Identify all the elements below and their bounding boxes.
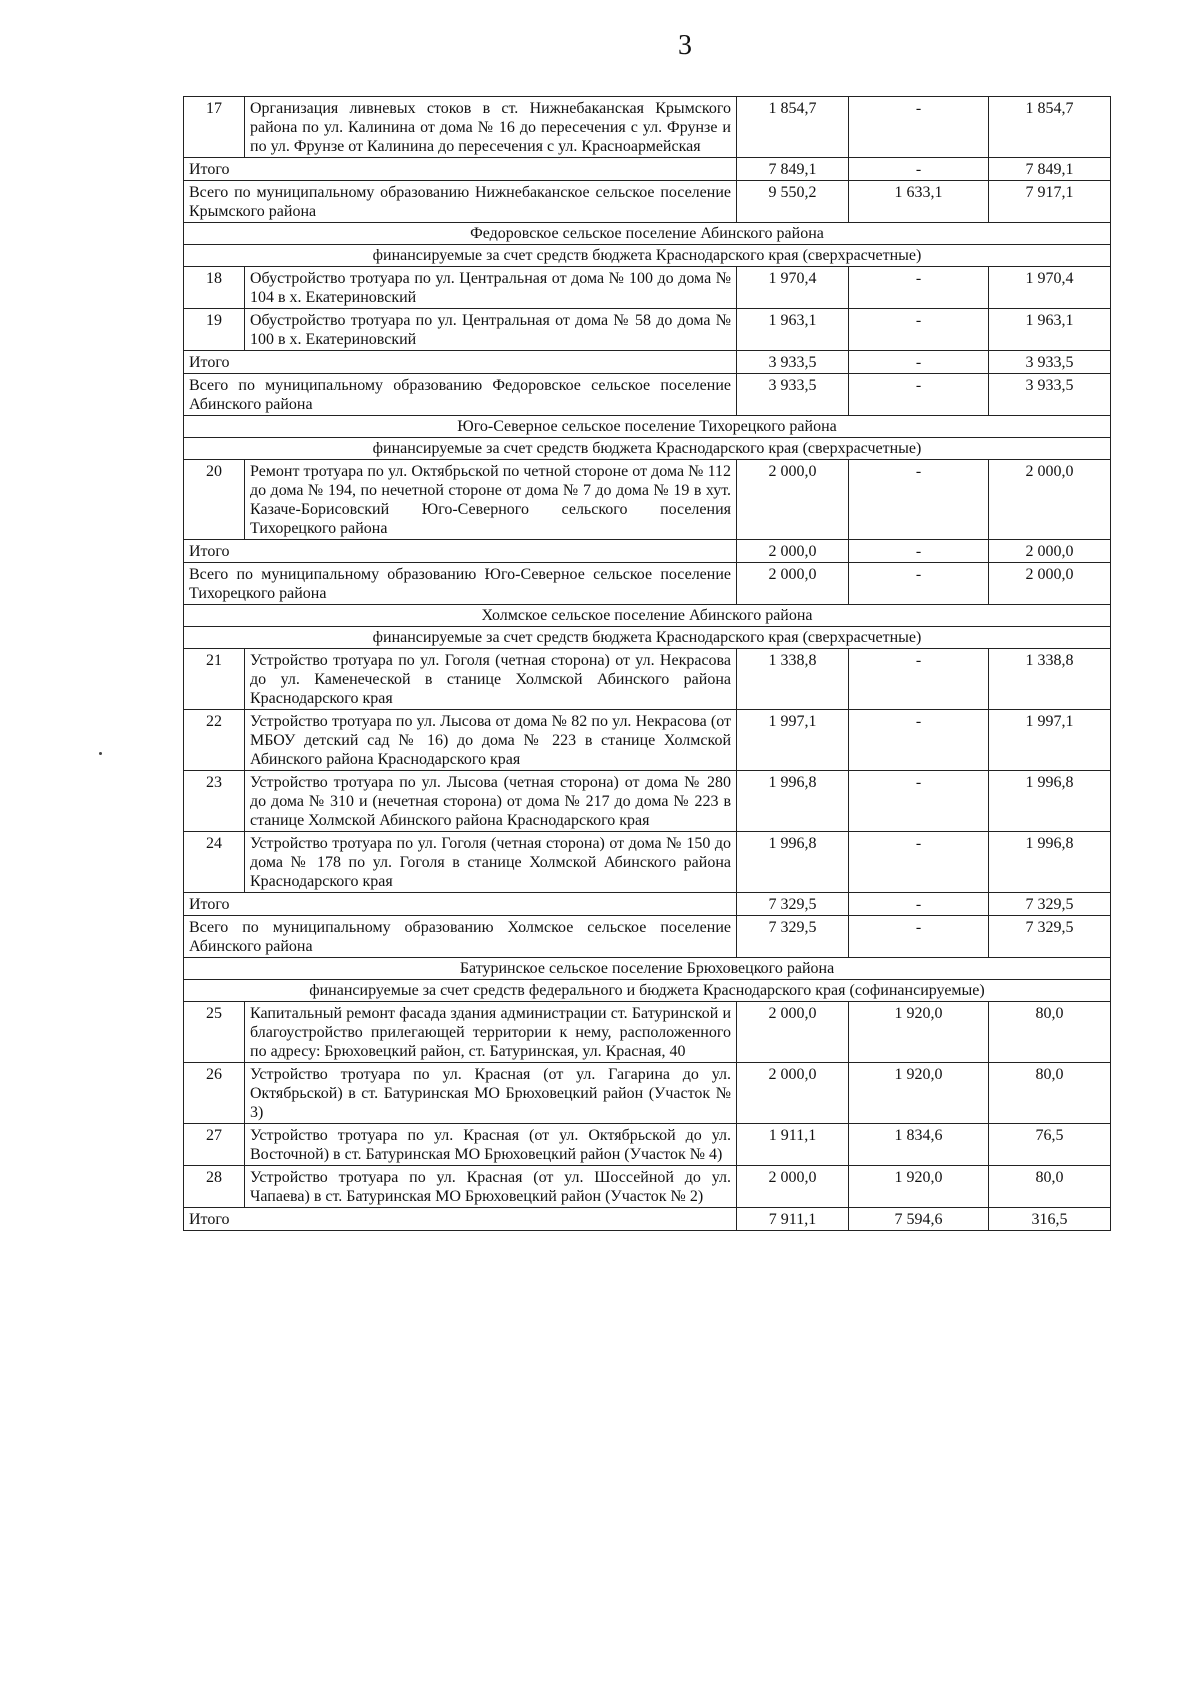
amount-federal: 1 633,1 — [849, 181, 989, 223]
amount-regional: 3 933,5 — [989, 351, 1111, 374]
amount-regional: 7 329,5 — [989, 893, 1111, 916]
subtotal-label: Итого — [184, 351, 737, 374]
table-row — [184, 460, 1111, 540]
section-header-row — [184, 416, 1111, 438]
item-description: Организация ливневых стоков в ст. Нижнебаканская Крымского района по ул. Калинина от дома № 16 до пересечения с ул. Фрунзе и по ул. Фрунзе от Калинина до пересечения с ул. Красноармейская — [245, 97, 737, 158]
table-row — [184, 832, 1111, 893]
amount-total: 7 329,5 — [737, 893, 849, 916]
item-description: Обустройство тротуара по ул. Центральная от дома № 58 до дома № 100 в х. Екатериновский — [245, 309, 737, 351]
amount-total: 2 000,0 — [737, 540, 849, 563]
amount-federal: - — [849, 97, 989, 158]
subtotal-row — [184, 540, 1111, 563]
table-row — [184, 710, 1111, 771]
amount-federal: - — [849, 309, 989, 351]
amount-total: 3 933,5 — [737, 351, 849, 374]
grand-total-row — [184, 916, 1111, 958]
item-number: 27 — [184, 1124, 245, 1166]
amount-total: 3 933,5 — [737, 374, 849, 416]
section-title: финансируемые за счет средств бюджета Краснодарского края (сверхрасчетные) — [184, 438, 1111, 460]
amount-federal: 1 920,0 — [849, 1063, 989, 1124]
grand-total-row — [184, 563, 1111, 605]
amount-regional: 7 849,1 — [989, 158, 1111, 181]
section-title: финансируемые за счет средств бюджета Краснодарского края (сверхрасчетные) — [184, 245, 1111, 267]
table-row — [184, 1002, 1111, 1063]
section-header-row — [184, 980, 1111, 1002]
table-row — [184, 649, 1111, 710]
grand-total-label: Всего по муниципальному образованию Федоровское сельское поселение Абинского района — [184, 374, 737, 416]
amount-total: 2 000,0 — [737, 563, 849, 605]
item-description: Устройство тротуара по ул. Гоголя (четная сторона) от дома № 150 до дома № 178 по ул. Гоголя в станице Холмской Абинского района Краснодарского края — [245, 832, 737, 893]
amount-regional: 80,0 — [989, 1166, 1111, 1208]
amount-federal: - — [849, 563, 989, 605]
amount-regional: 3 933,5 — [989, 374, 1111, 416]
item-number: 22 — [184, 710, 245, 771]
amount-federal: - — [849, 540, 989, 563]
amount-total: 7 329,5 — [737, 916, 849, 958]
amount-regional: 2 000,0 — [989, 563, 1111, 605]
amount-federal: 7 594,6 — [849, 1208, 989, 1231]
amount-total: 1 963,1 — [737, 309, 849, 351]
amount-federal: 1 920,0 — [849, 1166, 989, 1208]
subtotal-label: Итого — [184, 893, 737, 916]
amount-federal: - — [849, 893, 989, 916]
table-row — [184, 1063, 1111, 1124]
amount-regional: 7 329,5 — [989, 916, 1111, 958]
subtotal-label: Итого — [184, 540, 737, 563]
amount-total: 2 000,0 — [737, 1166, 849, 1208]
grand-total-label: Всего по муниципальному образованию Юго-Северное сельское поселение Тихорецкого района — [184, 563, 737, 605]
table-row — [184, 1124, 1111, 1166]
table-row — [184, 309, 1111, 351]
amount-regional: 316,5 — [989, 1208, 1111, 1231]
item-number: 21 — [184, 649, 245, 710]
amount-total: 7 849,1 — [737, 158, 849, 181]
section-header-row — [184, 627, 1111, 649]
item-number: 19 — [184, 309, 245, 351]
grand-total-row — [184, 374, 1111, 416]
item-number: 28 — [184, 1166, 245, 1208]
amount-regional: 1 996,8 — [989, 771, 1111, 832]
grand-total-row — [184, 181, 1111, 223]
subtotal-row — [184, 893, 1111, 916]
subtotal-label: Итого — [184, 1208, 737, 1231]
amount-federal: - — [849, 710, 989, 771]
amount-federal: 1 920,0 — [849, 1002, 989, 1063]
amount-regional: 2 000,0 — [989, 540, 1111, 563]
amount-federal: - — [849, 460, 989, 540]
amount-total: 2 000,0 — [737, 1063, 849, 1124]
subtotal-row — [184, 351, 1111, 374]
table-row — [184, 771, 1111, 832]
item-description: Устройство тротуара по ул. Красная (от ул. Шоссейной до ул. Чапаева) в ст. Батуринская МО Брюховецкий район (Участок № 2) — [245, 1166, 737, 1208]
amount-regional: 1 996,8 — [989, 832, 1111, 893]
section-title: Холмское сельское поселение Абинского района — [184, 605, 1111, 627]
amount-federal: - — [849, 351, 989, 374]
item-description: Устройство тротуара по ул. Красная (от ул. Гагарина до ул. Октябрьской) в ст. Батуринская МО Брюховецкий район (Участок № 3) — [245, 1063, 737, 1124]
amount-total: 1 996,8 — [737, 832, 849, 893]
item-number: 18 — [184, 267, 245, 309]
item-number: 26 — [184, 1063, 245, 1124]
item-description: Устройство тротуара по ул. Лысова от дома № 82 по ул. Некрасова (от МБОУ детский сад № 16) до дома № 223 в станице Холмской Абинского района Краснодарского края — [245, 710, 737, 771]
scan-speck — [99, 752, 102, 755]
section-header-row — [184, 223, 1111, 245]
amount-federal: - — [849, 267, 989, 309]
table-row — [184, 267, 1111, 309]
item-number: 25 — [184, 1002, 245, 1063]
item-description: Ремонт тротуара по ул. Октябрьской по четной стороне от дома № 112 до дома № 194, по нечетной стороне от дома № 7 до дома № 19 в хут. Казаче-Борисовский Юго-Северного сельского поселения Тихорецкого района — [245, 460, 737, 540]
amount-regional: 2 000,0 — [989, 460, 1111, 540]
amount-total: 1 911,1 — [737, 1124, 849, 1166]
section-header-row — [184, 245, 1111, 267]
amount-regional: 1 997,1 — [989, 710, 1111, 771]
section-header-row — [184, 958, 1111, 980]
amount-total: 7 911,1 — [737, 1208, 849, 1231]
section-header-row — [184, 605, 1111, 627]
subtotal-label: Итого — [184, 158, 737, 181]
item-number: 17 — [184, 97, 245, 158]
amount-regional: 1 970,4 — [989, 267, 1111, 309]
amount-regional: 7 917,1 — [989, 181, 1111, 223]
item-number: 20 — [184, 460, 245, 540]
table-row — [184, 97, 1111, 158]
amount-federal: 1 834,6 — [849, 1124, 989, 1166]
amount-total: 9 550,2 — [737, 181, 849, 223]
amount-federal: - — [849, 158, 989, 181]
budget-table — [183, 96, 1111, 1231]
amount-total: 2 000,0 — [737, 1002, 849, 1063]
item-description: Устройство тротуара по ул. Лысова (четная сторона) от дома № 280 до дома № 310 и (нечетная сторона) от дома № 217 до дома № 223 в станице Холмской Абинского района Краснодарского края — [245, 771, 737, 832]
amount-regional: 80,0 — [989, 1063, 1111, 1124]
amount-federal: - — [849, 649, 989, 710]
amount-federal: - — [849, 832, 989, 893]
grand-total-label: Всего по муниципальному образованию Нижнебаканское сельское поселение Крымского района — [184, 181, 737, 223]
subtotal-row — [184, 158, 1111, 181]
item-description: Капитальный ремонт фасада здания администрации ст. Батуринской и благоустройство прилегающей территории к нему, расположенного по адресу: Брюховецкий район, ст. Батуринская, ул. Красная, 40 — [245, 1002, 737, 1063]
item-number: 24 — [184, 832, 245, 893]
section-title: финансируемые за счет средств федерального и бюджета Краснодарского края (софинансируемые) — [184, 980, 1111, 1002]
table-row — [184, 1166, 1111, 1208]
item-description: Устройство тротуара по ул. Красная (от ул. Октябрьской до ул. Восточной) в ст. Батуринская МО Брюховецкий район (Участок № 4) — [245, 1124, 737, 1166]
subtotal-row — [184, 1208, 1111, 1231]
item-description: Обустройство тротуара по ул. Центральная от дома № 100 до дома № 104 в х. Екатериновский — [245, 267, 737, 309]
amount-total: 1 338,8 — [737, 649, 849, 710]
section-title: Юго-Северное сельское поселение Тихорецкого района — [184, 416, 1111, 438]
item-number: 23 — [184, 771, 245, 832]
section-header-row — [184, 438, 1111, 460]
amount-total: 2 000,0 — [737, 460, 849, 540]
amount-regional: 76,5 — [989, 1124, 1111, 1166]
amount-federal: - — [849, 374, 989, 416]
page-number: 3 — [678, 30, 692, 61]
amount-total: 1 970,4 — [737, 267, 849, 309]
amount-regional: 1 338,8 — [989, 649, 1111, 710]
amount-federal: - — [849, 771, 989, 832]
grand-total-label: Всего по муниципальному образованию Холмское сельское поселение Абинского района — [184, 916, 737, 958]
section-title: финансируемые за счет средств бюджета Краснодарского края (сверхрасчетные) — [184, 627, 1111, 649]
amount-regional: 1 963,1 — [989, 309, 1111, 351]
amount-federal: - — [849, 916, 989, 958]
amount-regional: 1 854,7 — [989, 97, 1111, 158]
amount-total: 1 996,8 — [737, 771, 849, 832]
amount-regional: 80,0 — [989, 1002, 1111, 1063]
section-title: Федоровское сельское поселение Абинского района — [184, 223, 1111, 245]
section-title: Батуринское сельское поселение Брюховецкого района — [184, 958, 1111, 980]
item-description: Устройство тротуара по ул. Гоголя (четная сторона) от ул. Некрасова до ул. Каменеческой в станице Холмской Абинского района Краснодарского края — [245, 649, 737, 710]
amount-total: 1 997,1 — [737, 710, 849, 771]
amount-total: 1 854,7 — [737, 97, 849, 158]
